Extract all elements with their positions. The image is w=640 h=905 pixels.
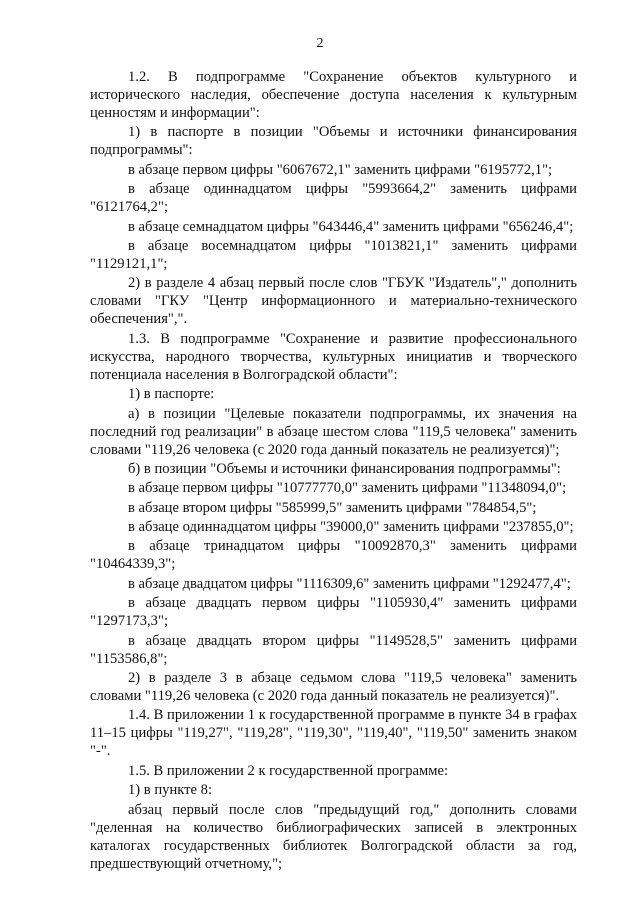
paragraph-funding-position: б) в позиции "Объемы и источники финансирования подпрограммы":	[128, 460, 561, 477]
paragraph-abzac-eleventh: в абзаце одиннадцатом цифры "39000,0" заменить цифрами "237855,0";	[128, 519, 574, 536]
paragraph-abzac-thirteenth: в абзаце тринадцатом цифры "10092870,3" заменить цифрами "10464339,3";	[90, 538, 577, 573]
paragraph-passport-funding: 1) в паспорте в позиции "Объемы и источники финансирования подпрограммы":	[90, 124, 577, 159]
paragraph-abzac-twentieth: в абзаце двадцатом цифры "1116309,6" заменить цифрами "1292477,4";	[128, 575, 571, 592]
paragraph-abzac-second: в абзаце втором цифры "585999,5" заменить цифрами "784854,5";	[128, 499, 537, 516]
paragraph-eleventh-abzac: в абзаце одиннадцатом цифры "5993664,2" заменить цифрами "6121764,2";	[90, 181, 577, 216]
paragraph-1-2: 1.2. В подпрограмме "Сохранение объектов культурного и исторического наследия, обеспечение доступа населения к культурным ценностям и информации":	[90, 69, 577, 121]
paragraph-point-8: 1) в пункте 8:	[128, 782, 213, 799]
document-body	[90, 68, 577, 873]
paragraph-eighteenth-abzac: в абзаце восемнадцатом цифры "1013821,1" заменить цифрами "1129121,1";	[90, 237, 577, 272]
paragraph-section-3: 2) в разделе 3 в абзаце седьмом слова "119,5 человека" заменить словами "119,26 человека (с 2020 года данный показатель не реализуется)".	[90, 670, 577, 705]
page-number: 2	[316, 36, 324, 51]
paragraph-abzac-twenty-first: в абзаце двадцать первом цифры "1105930,4" заменить цифрами "1297173,3";	[90, 595, 577, 630]
paragraph-abzac-twenty-second: в абзаце двадцать втором цифры "1149528,5" заменить цифрами "1153586,8";	[90, 632, 577, 667]
paragraph-target-indicators: а) в позиции "Целевые показатели подпрограммы, их значения на последний год реализации" в абзаце шестом слова "119,5 человека" заменить словами "119,26 человека (с 2020 года данный показатель не реализуется)";	[90, 405, 577, 458]
paragraph-1-3: 1.3. В подпрограмме "Сохранение и развитие профессионального искусства, народного творчества, культурных инициатив и творческого потенциала населения в Волгоградской области":	[90, 330, 577, 383]
paragraph-abzac-first: в абзаце первом цифры "10777770,0" заменить цифрами "11348094,0";	[128, 480, 567, 497]
paragraph-first-abzac: в абзаце первом цифры "6067672,1" заменить цифрами "6195772,1";	[128, 161, 553, 178]
paragraph-section-4: 2) в разделе 4 абзац первый после слов "ГБУК "Издатель"," дополнить словами "ГКУ "Центр информационного и материально-технического обеспечения",".	[90, 275, 577, 328]
paragraph-1-4: 1.4. В приложении 1 к государственной программе в пункте 34 в графах 11–15 цифры "119,27", "119,28", "119,30", "119,40", "119,50" заменить знаком "-".	[90, 707, 577, 760]
paragraph-seventeenth-abzac: в абзаце семнадцатом цифры "643446,4" заменить цифрами "656246,4";	[128, 218, 574, 235]
paragraph-1-5: 1.5. В приложении 2 к государственной программе:	[128, 762, 449, 779]
paragraph-first-abzac-addition: абзац первый после слов "предыдущий год," дополнить словами "деленная на количество библиографических записей в электронных каталогах государственных библиотек Волгоградской области за год, предшествующий отчетному,";	[90, 801, 577, 872]
paragraph-in-passport: 1) в паспорте:	[128, 386, 215, 403]
